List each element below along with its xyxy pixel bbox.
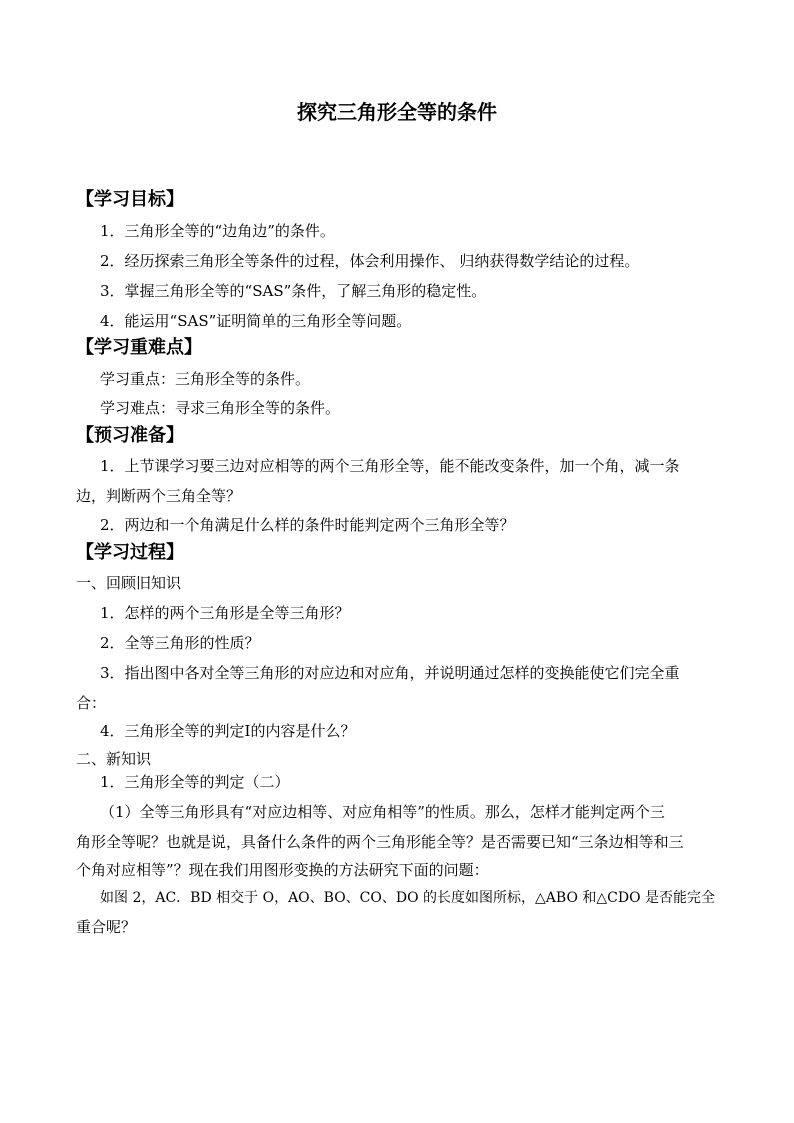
paragraph-2-line-2: 重合呢？ xyxy=(76,918,137,936)
part-1-title: 一、回顾旧知识 xyxy=(76,574,182,592)
key-point-item: 学习难点：寻求三角形全等的条件。 xyxy=(100,399,341,417)
preview-item-1-line-1: 1．上节课学习要三边对应相等的两个三角形全等，能不能改变条件，加一个角，减一条 xyxy=(100,457,680,475)
goal-item: 3．掌握三角形全等的“SAS”条件，了解三角形的稳定性。 xyxy=(100,282,487,300)
section-heading-key-points: 【学习重难点】 xyxy=(76,337,202,358)
part-2-subtitle: 1．三角形全等的判定（二） xyxy=(100,773,290,791)
review-item: 2．全等三角形的性质？ xyxy=(100,634,260,652)
section-heading-preview: 【预习准备】 xyxy=(76,425,184,446)
paragraph-1-line-2: 角形全等呢？也就是说，具备什么条件的两个三角形能全等？是否需要已知“三条边相等和三 xyxy=(76,833,684,851)
preview-item-2: 2．两边和一个角满足什么样的条件时能判定两个三角形全等？ xyxy=(100,516,515,534)
review-item: 1．怎样的两个三角形是全等三角形？ xyxy=(100,604,350,622)
key-point-item: 学习重点：三角形全等的条件。 xyxy=(100,370,311,388)
paragraph-1-line-3: 个角对应相等”？现在我们用图形变换的方法研究下面的问题： xyxy=(76,861,489,879)
paragraph-1-line-1: （1）全等三角形具有“对应边相等、对应角相等”的性质。那么，怎样才能判定两个三 xyxy=(100,803,665,821)
review-item-3-line-2: 合： xyxy=(76,694,107,712)
section-heading-process: 【学习过程】 xyxy=(76,542,184,563)
goal-item: 1．三角形全等的“边角边”的条件。 xyxy=(100,222,335,240)
review-item-3-line-1: 3．指出图中各对全等三角形的对应边和对应角，并说明通过怎样的变换能使它们完全重 xyxy=(100,664,680,682)
part-2-title: 二、新知识 xyxy=(76,750,152,768)
preview-item-1-line-2: 边，判断两个三角全等？ xyxy=(76,487,242,505)
goal-item: 4．能运用“SAS”证明简单的三角形全等问题。 xyxy=(100,312,412,330)
goal-item: 2．经历探索三角形全等条件的过程，体会利用操作、 归纳获得数学结论的过程。 xyxy=(100,252,640,270)
paragraph-2-line-1: 如图 2，AC．BD 相交于 O，AO、BO、CO、DO 的长度如图所标，△ABO 和△CDO 是否能完全 xyxy=(100,890,716,906)
page-title: 探究三角形全等的条件 xyxy=(297,100,497,124)
section-heading-goals: 【学习目标】 xyxy=(76,189,184,210)
review-item-4: 4．三角形全等的判定Ⅰ的内容是什么？ xyxy=(100,722,356,740)
